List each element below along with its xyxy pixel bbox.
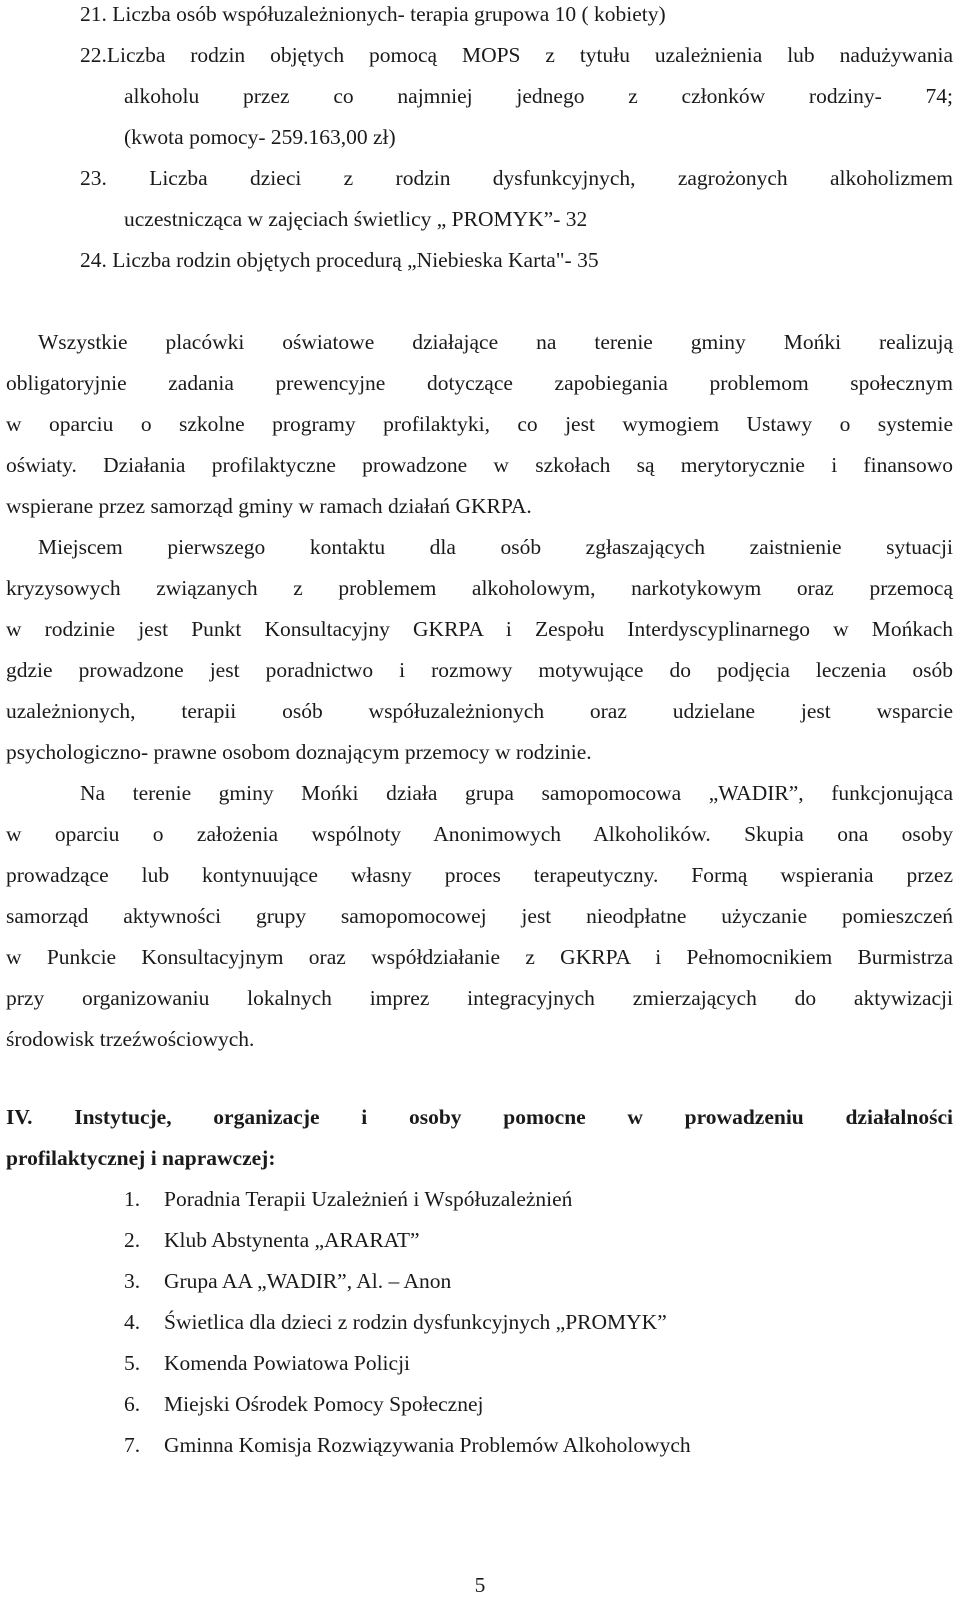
institution-name: Miejski Ośrodek Pomocy Społecznej (164, 1392, 484, 1416)
paragraph-3-line: Na terenie gminy Mońki działa grupa samopomocowa „WADIR”, funkcjonująca (80, 781, 953, 805)
institution-name: Grupa AA „WADIR”, Al. – Anon (164, 1269, 452, 1293)
paragraph-2-line: kryzysowych związanych z problemem alkoholowym, narkotykowym oraz przemocą (6, 576, 953, 600)
paragraph-2-line: psychologiczno- prawne osobom doznającym przemocy w rodzinie. (6, 740, 592, 764)
institution-name: Świetlica dla dzieci z rodzin dysfunkcyjnych „PROMYK” (164, 1310, 667, 1334)
paragraph-1-line: w oparciu o szkolne programy profilaktyki, co jest wymogiem Ustawy o systemie (6, 412, 953, 436)
institution-name: Komenda Powiatowa Policji (164, 1351, 411, 1375)
paragraph-3-line: w oparciu o założenia wspólnoty Anonimowych Alkoholików. Skupia ona osoby (6, 822, 953, 846)
list-item-21: 21. Liczba osób współuzależnionych- terapia grupowa 10 ( kobiety) (80, 2, 666, 26)
section-heading-cont: profilaktycznej i naprawczej: (6, 1146, 276, 1170)
paragraph-1-line: obligatoryjnie zadania prewencyjne dotyczące zapobiegania problemom społecznym (6, 371, 953, 395)
institution-item (124, 1343, 410, 1384)
paragraph-2-line: uzależnionych, terapii osób współuzależnionych oraz udzielane jest wsparcie (6, 699, 953, 723)
institution-number: 6. (124, 1392, 141, 1416)
institution-item (124, 1179, 572, 1220)
paragraph-2-line: w rodzinie jest Punkt Konsultacyjny GKRPA i Zespołu Interdyscyplinarnego w Mońkach (6, 617, 953, 641)
section-heading: IV. Instytucje, organizacje i osoby pomocne w prowadzeniu działalności (6, 1105, 953, 1129)
institution-item (124, 1261, 451, 1302)
list-item-23-cont: uczestnicząca w zajęciach świetlicy „ PROMYK”- 32 (124, 207, 588, 231)
paragraph-2-line: gdzie prowadzone jest poradnictwo i rozmowy motywujące do podjęcia leczenia osób (6, 658, 953, 682)
paragraph-3-line: środowisk trzeźwościowych. (6, 1027, 255, 1051)
institution-number: 3. (124, 1269, 141, 1293)
institution-item (124, 1425, 691, 1466)
list-item-22: 22.Liczba rodzin objętych pomocą MOPS z tytułu uzależnienia lub nadużywania (80, 43, 953, 67)
paragraph-3-line: przy organizowaniu lokalnych imprez integracyjnych zmierzających do aktywizacji (6, 986, 953, 1010)
institution-number: 2. (124, 1228, 141, 1252)
institution-name: Poradnia Terapii Uzależnień i Współuzależnień (164, 1187, 573, 1211)
institution-name: Klub Abstynenta „ARARAT” (164, 1228, 420, 1252)
institution-name: Gminna Komisja Rozwiązywania Problemów Alkoholowych (164, 1433, 691, 1457)
institution-item (124, 1302, 667, 1343)
paragraph-1-line: oświaty. Działania profilaktyczne prowadzone w szkołach są merytorycznie i finansowo (6, 453, 953, 477)
institution-number: 7. (124, 1433, 141, 1457)
institution-item (124, 1220, 420, 1261)
page-number: 5 (474, 1573, 486, 1597)
institution-number: 1. (124, 1187, 141, 1211)
paragraph-1-line: wspierane przez samorząd gminy w ramach działań GKRPA. (6, 494, 532, 518)
institution-item (124, 1384, 483, 1425)
paragraph-3-line: prowadzące lub kontynuujące własny proces terapeutyczny. Formą wspierania przez (6, 863, 953, 887)
list-item-23: 23. Liczba dzieci z rodzin dysfunkcyjnych, zagrożonych alkoholizmem (80, 166, 953, 190)
institution-number: 4. (124, 1310, 141, 1334)
paragraph-1-line: Wszystkie placówki oświatowe działające na terenie gminy Mońki realizują (38, 330, 953, 354)
list-item-24: 24. Liczba rodzin objętych procedurą „Niebieska Karta"- 35 (80, 248, 599, 272)
paragraph-3-line: samorząd aktywności grupy samopomocowej jest nieodpłatne użyczanie pomieszczeń (6, 904, 953, 928)
paragraph-3-line: w Punkcie Konsultacyjnym oraz współdziałanie z GKRPA i Pełnomocnikiem Burmistrza (6, 945, 953, 969)
institution-number: 5. (124, 1351, 141, 1375)
list-item-22-cont: alkoholu przez co najmniej jednego z członków rodziny- 74; (124, 84, 953, 108)
list-item-22-cont2: (kwota pomocy- 259.163,00 zł) (124, 125, 396, 149)
paragraph-2-line: Miejscem pierwszego kontaktu dla osób zgłaszających zaistnienie sytuacji (38, 535, 953, 559)
